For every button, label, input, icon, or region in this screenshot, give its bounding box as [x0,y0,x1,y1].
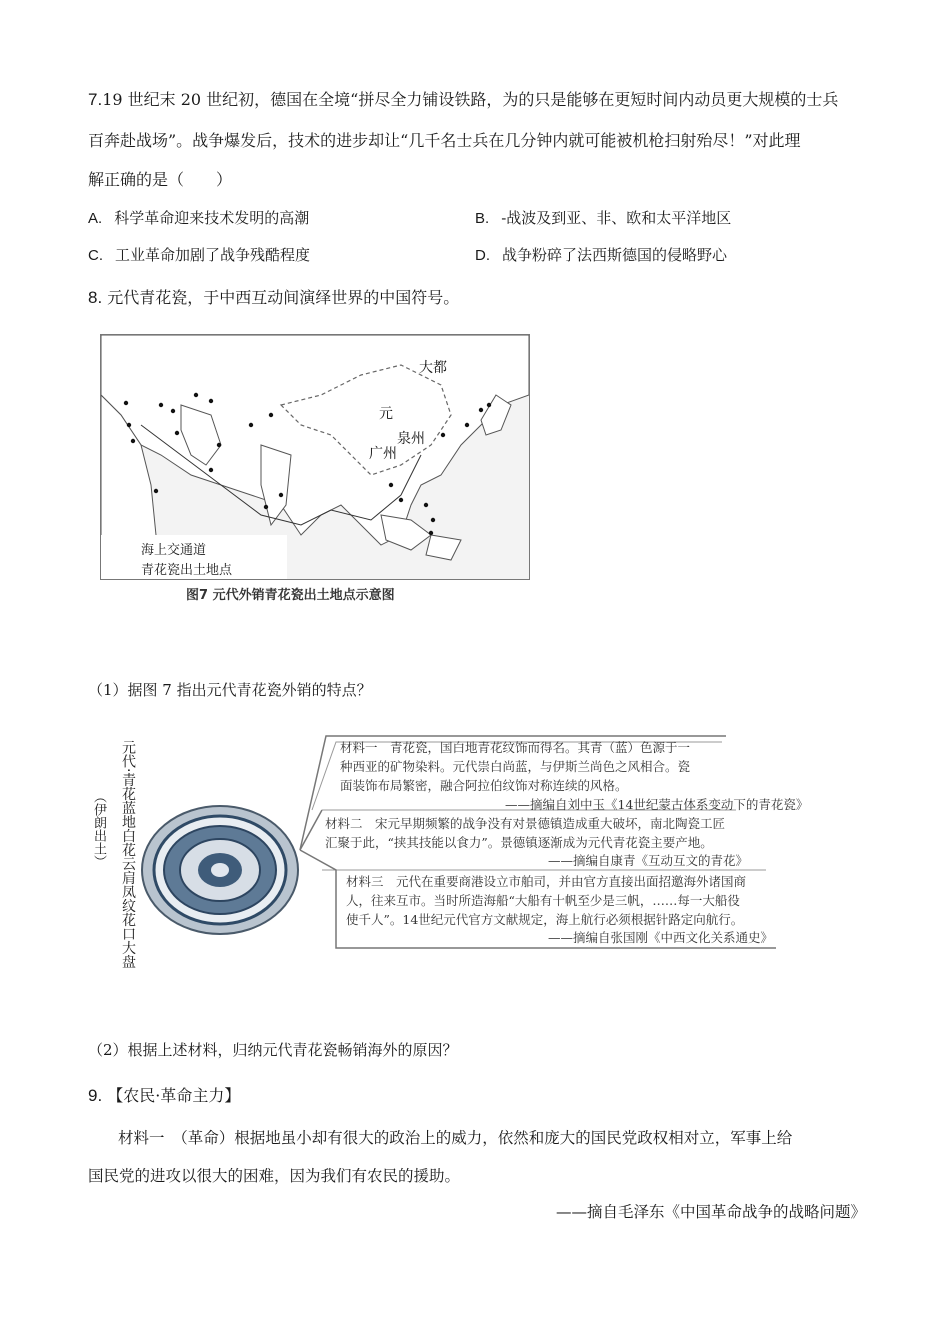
material-3-line: 人，往来互市。当时所造海船“大船有十帆至少是三帆，……每一大船役 [346,893,740,908]
map-label-yuan: 元 [379,406,393,422]
legend-sea-route: 海上交通道 [141,543,207,558]
q7-line3: 解正确的是（ ） [88,170,233,189]
material-2-line: 材料二 宋元早期频繁的战争没有对景德镇造成重大破坏，南北陶瓷工匠 [325,816,726,831]
plate-vertical-note: （伊朗出土） [91,790,106,868]
material-3-line: 材料三 元代在重要商港设立市舶司，并由官方直接出面招邀海外诸国商 [346,874,747,889]
map-label-guangzhou: 广州 [369,446,397,462]
map-label-quanzhou: 泉州 [397,431,425,447]
material-1 [340,738,690,795]
material-3-line: 使千人”。14世纪元代官方文献规定，海上航行必须根据针路定向航行。 [346,912,744,927]
q8-sub2: （2）根据上述材料，归纳元代青花瓷畅销海外的原因？ [88,1041,458,1059]
material-2-line: 汇聚于此，“挟其技能以食力”。景德镇逐渐成为元代青花瓷主要产地。 [325,835,713,850]
map-legend [101,535,287,579]
option-label: A. [88,210,103,227]
option-label: C. [88,247,103,264]
material-1-line: 面装饰布局繁密，融合阿拉伯纹饰对称连续的风格。 [340,778,628,793]
material-2 [325,814,725,852]
q9-material-line2: 国民党的进攻以很大的困难，因为我们有农民的援助。 [88,1167,461,1185]
q9-material-line1: 材料一 （革命）根据地虽小却有很大的政治上的威力，依然和庞大的国民党政权相对立，军事上给 [118,1129,793,1147]
material-3 [346,872,746,929]
option-label: B. [475,210,490,227]
option-text: -战波及到亚、非、欧和太平洋地区 [501,209,732,227]
q7-option-d[interactable] [475,244,727,265]
map-caption: 图7 元代外销青花瓷出土地点示意图 [186,588,395,603]
option-label: D. [475,247,490,264]
material-2-source: ——摘编自康青《互动互文的青花》 [548,853,749,868]
q7-line2: 百奔赴战场”。战争爆发后，技术的进步却让“几千名士兵在几分钟内就可能被机枪扫射殆尽！”对此理 [88,131,801,150]
option-text: 科学革命迎来技术发明的高潮 [114,209,310,227]
q8-sub1: （1）据图 7 指出元代青花瓷外销的特点？ [88,681,372,699]
q9-title [88,1086,240,1106]
q7-option-c[interactable] [88,244,310,265]
q7-line1 [88,90,838,110]
q7-number: 7. [88,90,103,109]
q7-option-a[interactable] [88,207,309,228]
q9-title-text: 【农民·革命主力】 [107,1086,241,1105]
legend-excavation-site: 青花瓷出土地点 [141,563,233,578]
material-3-source: ——摘编自张国刚《中西文化关系通史》 [548,930,774,945]
q8-number: 8. [88,288,103,307]
material-1-line: 种西亚的矿物染料。元代崇白尚蓝，与伊斯兰尚色之风相合。瓷 [340,759,691,774]
yuan-export-map [100,334,530,580]
material-1-line: 材料一 青花瓷，国白地青花纹饰而得名。其青（蓝）色源于一 [340,740,691,755]
option-text: 工业革命加剧了战争残酷程度 [115,246,311,264]
map-label-dadu: 大都 [419,360,447,376]
q9-source: ——摘自毛泽东《中国革命战争的战略问题》 [556,1203,867,1221]
q8-stem [88,288,459,308]
blue-white-plate-image [140,800,300,940]
q7-option-b[interactable] [475,207,731,228]
material-1-source: ——摘编自刘中玉《14世纪蒙古体系变动下的青花瓷》 [505,797,809,812]
q9-number: 9. [88,1086,103,1105]
option-text: 战争粉碎了法西斯德国的侵略野心 [502,246,728,264]
q7-text-1: 19 世纪末 20 世纪初，德国在全境“拼尽全力铺设铁路，为的只是能够在更短时间内动员更大规模的士兵 [102,90,839,109]
plate-vertical-title: 元代·青花蓝地白花云肩凤纹花口大盘 [120,740,136,969]
q8-stem-text: 元代青花瓷，于中西互动间演绎世界的中国符号。 [107,288,460,307]
